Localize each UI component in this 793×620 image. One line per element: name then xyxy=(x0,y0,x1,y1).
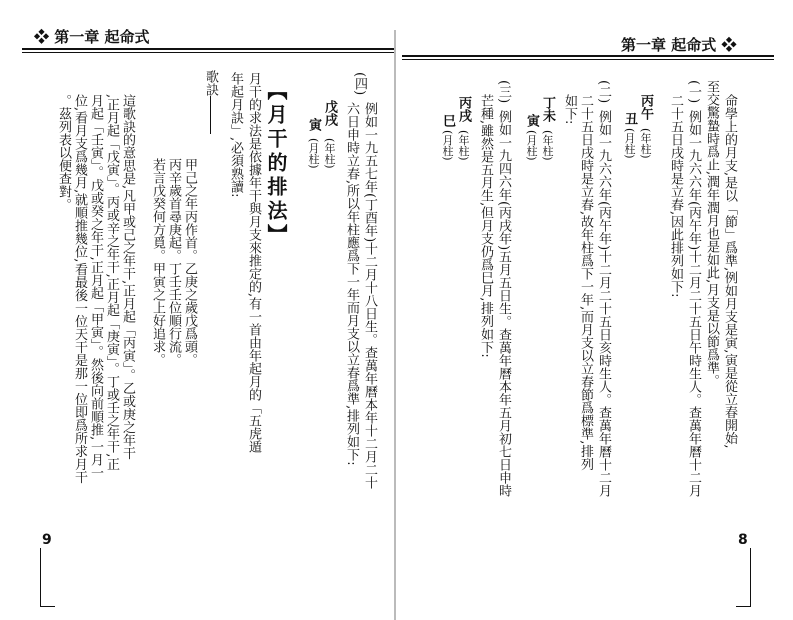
case4-line-2: 六日申時立春,所以年柱應爲下一年而月支以立春爲準,排列如下: xyxy=(344,102,359,466)
case2-line-1: 例如一九六六年(丙午年)十二月二十五日亥時生人。查萬年曆十二月 xyxy=(596,110,611,498)
case4-pillar2-chars: 寅 xyxy=(306,118,321,131)
case3-pillar1-chars: 丙戌 xyxy=(456,96,471,122)
month-branch-intro-line-2: 至交驚蟄時爲止,潤年潤月也是如此,月支是以節爲準。 xyxy=(704,80,719,388)
right-page-header: 第一章 起命式 ❖ xyxy=(621,36,737,54)
right-page-number: 8 xyxy=(738,532,748,548)
case4-pillar1-label: (年柱) xyxy=(323,138,336,169)
case2-pillar1-chars: 丁未 xyxy=(540,96,555,122)
case4-pillar2-label: (月柱) xyxy=(307,138,320,169)
explain-line-1: 這歌訣的意思是,凡甲或己之年干,正月起「丙寅」。乙或庚之年干 xyxy=(120,94,135,460)
right-page-corner-mark xyxy=(736,548,751,607)
case1-pillar2-label: (月柱) xyxy=(623,128,636,159)
left-page-header: ❖ 第一章 起命式 xyxy=(34,28,150,46)
case1-line-2: 二十五日戌時是立春,因此排列如下: xyxy=(668,94,683,298)
case2-line-3: 如下: xyxy=(562,94,577,125)
explain-line-3: 月起「壬寅」。戊或癸之年干,正月起「甲寅」。然後向前順推,一月一 xyxy=(88,94,103,480)
case3-pillar2-label: (月柱) xyxy=(441,130,454,161)
month-stem-intro-line-2: 年起月訣」,必須熟讀: xyxy=(228,72,243,198)
case4-pillar1-chars: 戊戌 xyxy=(322,100,337,126)
case1-pillar2-chars: 丑 xyxy=(622,112,637,125)
left-page-corner-mark xyxy=(40,548,55,607)
right-page xyxy=(396,0,793,620)
case3-number: (三) xyxy=(496,80,511,104)
verse-line-2: 丙辛歲首尋庚起。丁壬壬位順行流。 xyxy=(166,158,181,366)
explain-line-2: ,正月起「戊寅」。丙或辛之年干,正月起「庚寅」。丁或壬之年干,正 xyxy=(104,94,119,471)
case3-line-2: 芒種,雖然是五月生,但月支仍爲巳月,排列如下: xyxy=(478,94,493,358)
left-page xyxy=(0,0,396,620)
case2-line-2: 二十五日戌時是立春,故年柱爲下一年,而月支以立春節爲標準,排列 xyxy=(578,94,593,471)
case2-pillar2-label: (月柱) xyxy=(525,130,538,161)
case2-pillar2-chars: 寅 xyxy=(524,114,539,127)
case1-line-1: 例如一九六六年(丙午年)十二月二十五日午時生人。查萬年曆十二月 xyxy=(686,110,701,498)
verse-line-1: 甲己之年丙作首。乙庚之歲戊爲頭。 xyxy=(182,158,197,366)
month-stem-intro-line-1: 月干的求法是依據年干與月支來推定的,有一首由年起月的「五虎遁 xyxy=(246,72,261,454)
case1-number: (一) xyxy=(686,80,701,104)
case3-pillar1-label: (年柱) xyxy=(457,130,470,161)
case3-pillar2-chars: 巳 xyxy=(440,114,455,127)
case2-number: (二) xyxy=(596,80,611,104)
month-branch-intro-line-1: 命學上的月支,是以「節」爲準,例如月支是寅,寅是從立春開始, xyxy=(722,94,737,449)
case1-pillar1-chars: 丙午 xyxy=(638,94,653,120)
case3-line-1: 例如一九四六年(丙戌年)五月五日生。查萬年曆本年五月初七日申時 xyxy=(496,110,511,498)
case1-pillar1-label: (年柱) xyxy=(639,128,652,159)
left-header-rule-thin xyxy=(22,52,394,53)
case4-line-1: 例如一九五七年(丁酉年)十二月十八日生。查萬年曆本年十二月二十 xyxy=(362,102,377,490)
left-header-rule xyxy=(22,48,394,50)
verse-label-line xyxy=(210,96,211,134)
explain-line-5: 。茲列表以便查對。 xyxy=(56,94,71,211)
case2-pillar1-label: (年柱) xyxy=(541,130,554,161)
explain-line-4: 位,看月支爲幾月,就順推幾位,看最後一位天干是那一位即爲所求月干 xyxy=(72,94,87,484)
right-header-rule xyxy=(402,55,774,57)
case4-number: (四) xyxy=(352,72,367,96)
section-title-month-stem: 【月干的排法】 xyxy=(264,80,288,248)
verse-line-3: 若言戊癸何方覓。甲寅之上好追求。 xyxy=(150,158,165,366)
left-page-number: 9 xyxy=(42,532,52,548)
verse-label: 歌訣 xyxy=(203,70,218,96)
right-header-rule-thin xyxy=(402,59,774,60)
